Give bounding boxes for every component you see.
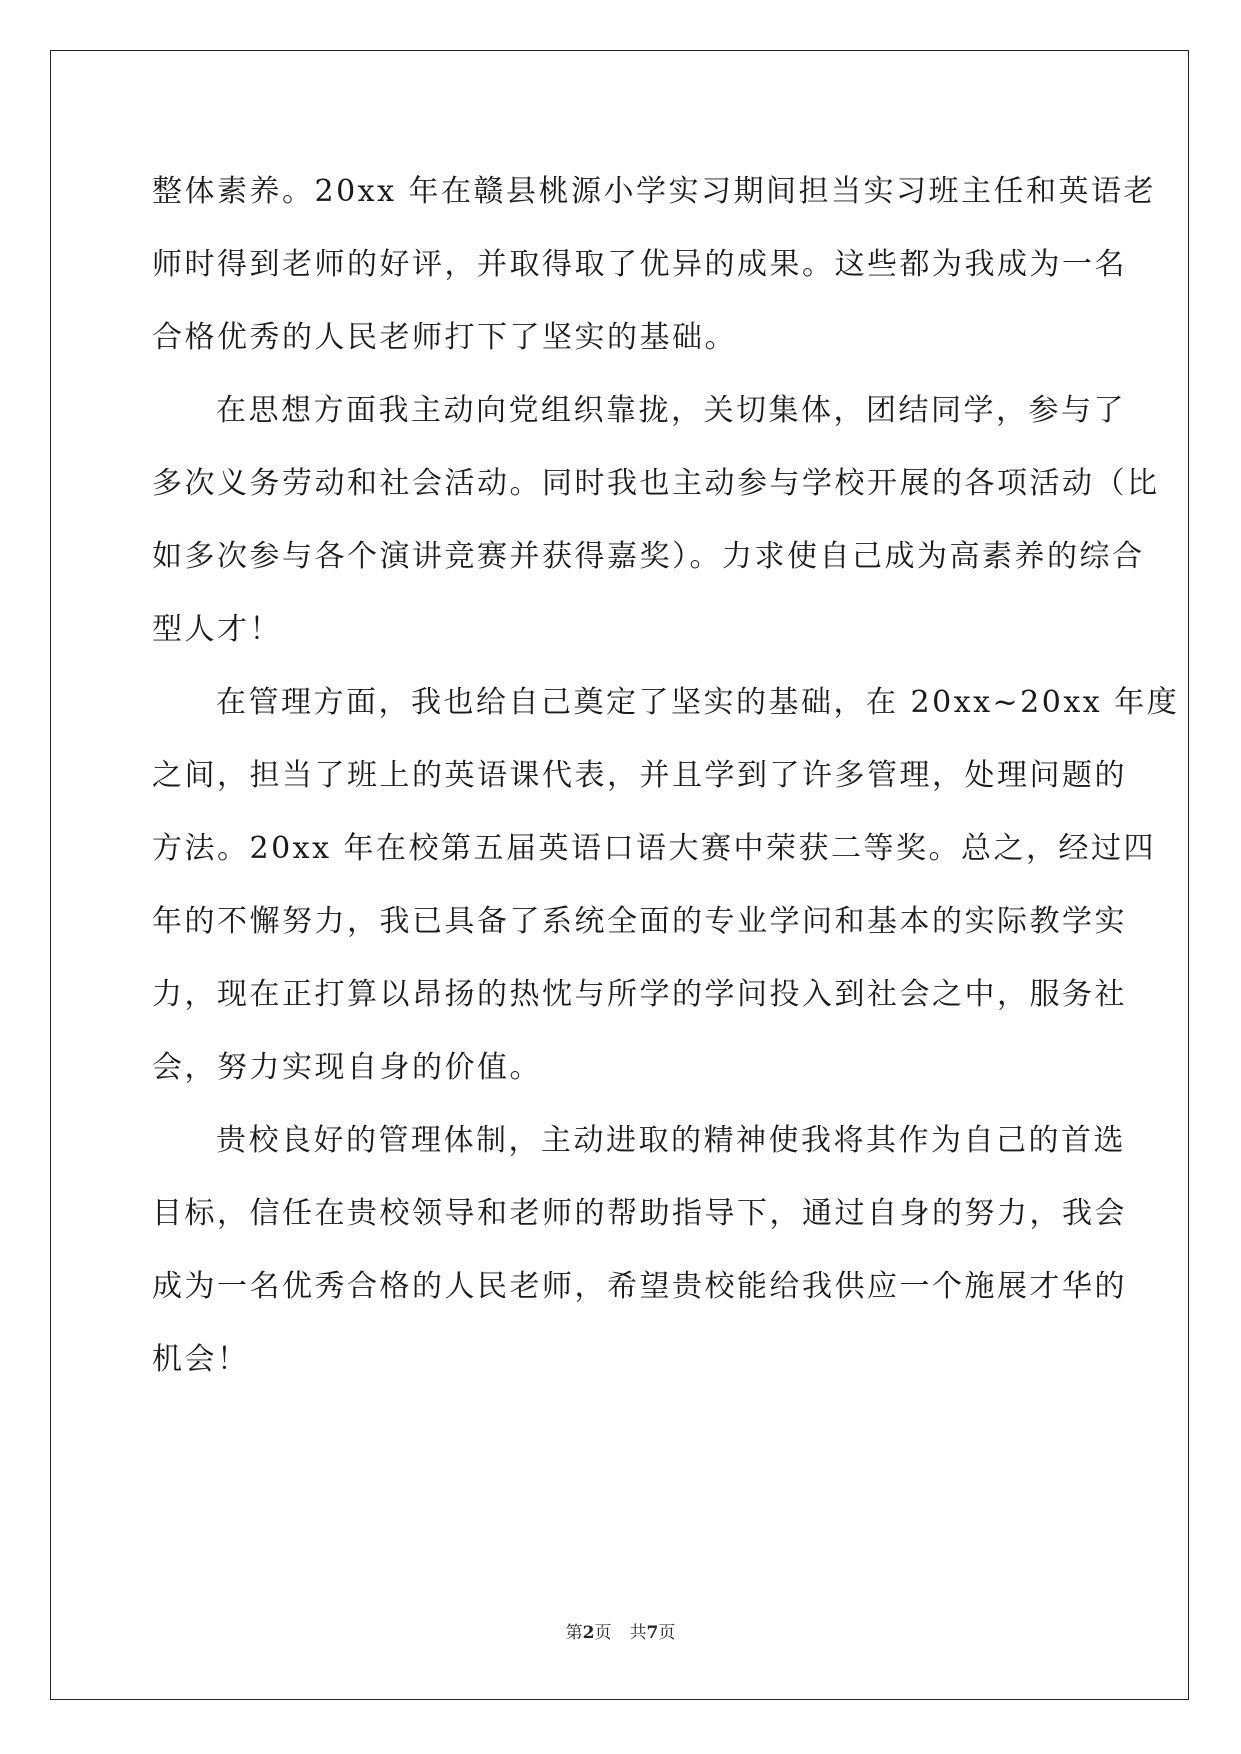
text-line: 目标，信任在贵校领导和老师的帮助指导下，通过自身的努力，我会 xyxy=(152,1196,1127,1231)
text-line: 年的不懈努力，我已具备了系统全面的专业学问和基本的实际教学实 xyxy=(152,904,1127,939)
text-line-indented: 在思想方面我主动向党组织靠拢，关切集体，团结同学，参与了 xyxy=(216,393,1126,428)
page-label-suffix: 页 xyxy=(594,1623,612,1643)
text-line: 之间，担当了班上的英语课代表，并且学到了许多管理，处理问题的 xyxy=(152,758,1127,793)
text-line: 师时得到老师的好评，并取得取了优异的成果。这些都为我成为一名 xyxy=(152,247,1127,282)
text-line: 合格优秀的人民老师打下了坚实的基础。 xyxy=(152,320,737,355)
text-line-indented: 贵校良好的管理体制，主动进取的精神使我将其作为自己的首选 xyxy=(216,1123,1126,1158)
text-line: 力，现在正打算以昂扬的热忱与所学的学问投入到社会之中，服务社 xyxy=(152,977,1127,1012)
text-line: 会，努力实现自身的价值。 xyxy=(152,1050,542,1085)
text-line: 机会！ xyxy=(152,1342,250,1377)
text-line: 如多次参与各个演讲竞赛并获得嘉奖）。力求使自己成为高素养的综合 xyxy=(152,539,1145,574)
total-label-prefix: 共 xyxy=(629,1623,647,1643)
text-line: 多次义务劳动和社会活动。同时我也主动参与学校开展的各项活动（比 xyxy=(152,466,1160,501)
total-label-suffix: 页 xyxy=(658,1623,676,1643)
text-line: 型人才！ xyxy=(152,612,282,647)
text-line: 整体素养。20xx 年在赣县桃源小学实习期间担当实习班主任和英语老 xyxy=(152,174,1157,209)
page-footer xyxy=(0,1618,1241,1643)
text-line-indented: 在管理方面，我也给自己奠定了坚实的基础，在 20xx~20xx 年度 xyxy=(216,685,1180,720)
text-line: 成为一名优秀合格的人民老师，希望贵校能给我供应一个施展才华的 xyxy=(152,1269,1127,1304)
page-label-prefix: 第 xyxy=(565,1623,583,1643)
document-body xyxy=(152,155,1180,1396)
total-pages: 7 xyxy=(646,1623,659,1643)
text-line: 方法。20xx 年在校第五届英语口语大赛中荣获二等奖。总之，经过四 xyxy=(152,831,1157,866)
page-number: 2 xyxy=(582,1623,595,1643)
